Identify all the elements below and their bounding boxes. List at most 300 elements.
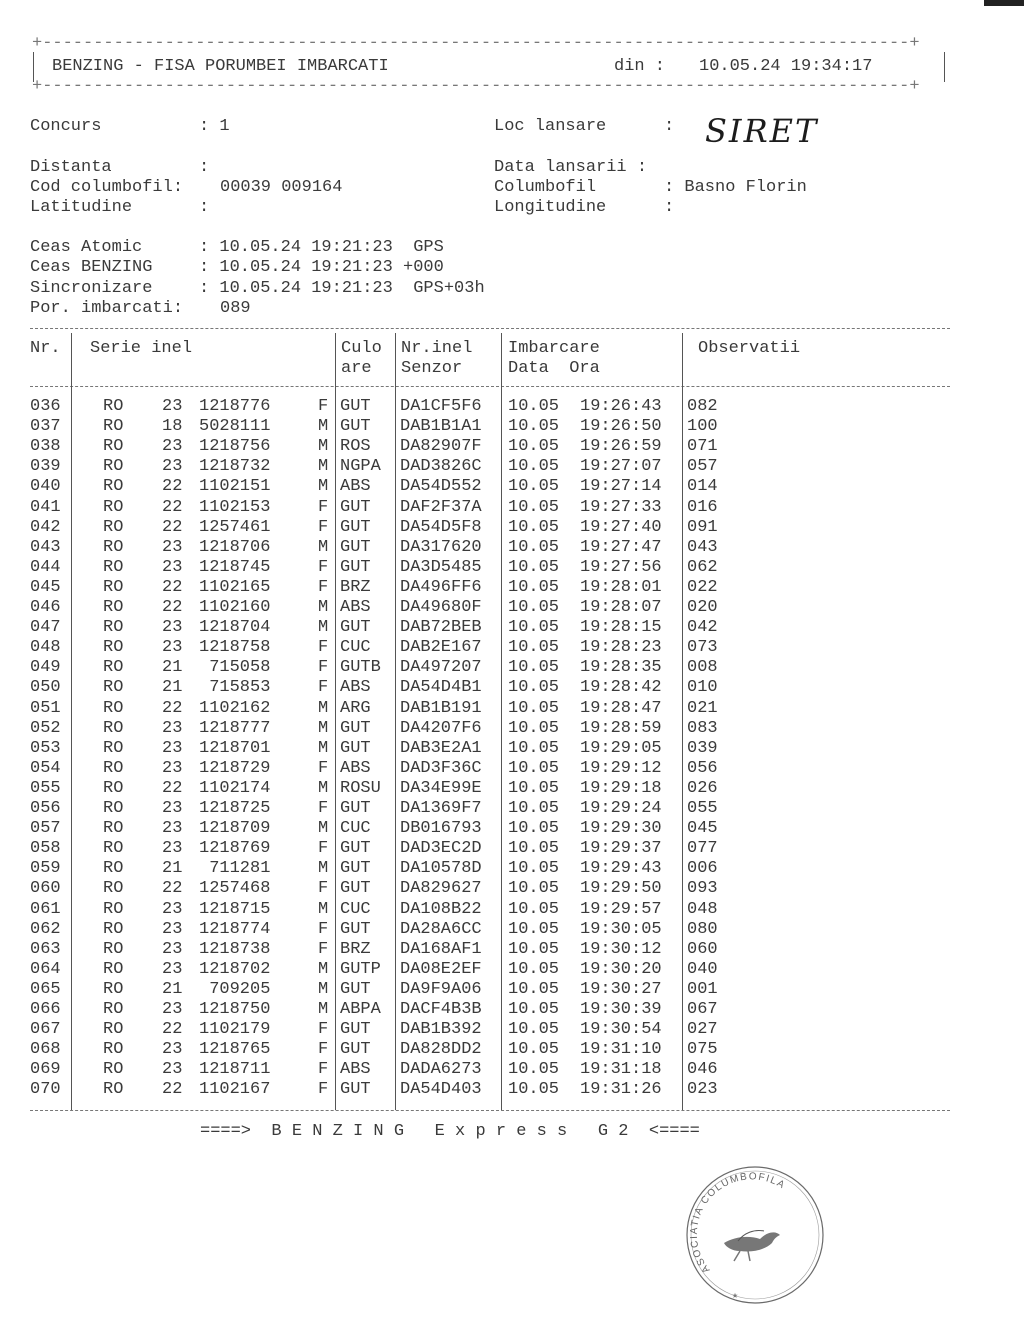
col-rule-4 [501,333,502,1110]
loc-lansare-sep: : [664,117,675,136]
cell-country: RO [103,457,124,476]
cell-country: RO [103,578,124,597]
cell-nr: 059 [30,859,61,878]
por-imbarcati-label: Por. imbarcati: [30,299,184,318]
table-row [0,719,1024,739]
cell-sensor: DA829627 [400,879,482,898]
cell-time: 19:28:59 [580,719,662,738]
cell-date: 10.05 [508,739,560,758]
cell-country: RO [103,417,124,436]
cell-sex: F [318,879,329,898]
cell-sex: F [318,1020,329,1039]
cell-country: RO [103,678,124,697]
cell-country: RO [103,799,124,818]
cell-nr: 060 [30,879,61,898]
cell-date: 10.05 [508,940,560,959]
cell-nr: 069 [30,1060,61,1079]
cell-nr: 041 [30,498,61,517]
cell-nr: 068 [30,1040,61,1059]
cell-nr: 066 [30,1000,61,1019]
cell-ring: 1218756 [199,437,271,456]
cell-sensor: DA54D4B1 [400,678,482,697]
cell-ring: 1218715 [199,900,271,919]
table-row [0,1000,1024,1020]
sincronizare-label: Sincronizare [30,279,153,298]
cell-year: 23 [162,457,183,476]
cell-sensor: DA54D552 [400,477,482,496]
cell-year: 21 [162,678,183,697]
cell-country: RO [103,1000,124,1019]
cell-sensor: DA34E99E [400,779,482,798]
svg-text:ASOCIATIA COLUMBOFILA [689,1171,788,1275]
cell-obs: 039 [687,739,718,758]
table-row [0,1020,1024,1040]
stamp-text: ASOCIATIA COLUMBOFILA [688,1171,788,1275]
por-imbarcati-value: 089 [220,299,251,318]
cell-obs: 093 [687,879,718,898]
cell-obs: 091 [687,518,718,537]
cell-obs: 075 [687,1040,718,1059]
cell-obs: 001 [687,980,718,999]
cell-nr: 067 [30,1020,61,1039]
cell-ring: 1218745 [199,558,271,577]
header-box-right [944,52,945,82]
col-rule-5 [682,333,683,1110]
cell-obs: 040 [687,960,718,979]
cell-country: RO [103,819,124,838]
cell-date: 10.05 [508,920,560,939]
cell-ring: 1218769 [199,839,271,858]
cell-ring: 1218702 [199,960,271,979]
cell-color: GUT [340,558,371,577]
cell-date: 10.05 [508,518,560,537]
cell-sex: M [318,960,329,979]
cell-sex: F [318,799,329,818]
cell-country: RO [103,980,124,999]
cell-sex: M [318,900,329,919]
cell-ring: 1218758 [199,638,271,657]
cell-obs: 014 [687,477,718,496]
cell-nr: 047 [30,618,61,637]
cell-sensor: DA317620 [400,538,482,557]
table-top-rule [30,328,950,329]
cell-date: 10.05 [508,417,560,436]
cell-ring: 1218765 [199,1040,271,1059]
cell-sensor: DAB72BEB [400,618,482,637]
cell-date: 10.05 [508,859,560,878]
table-row [0,900,1024,920]
col-header-nrinel-2: Senzor [401,359,463,378]
cell-color: GUT [340,518,371,537]
cell-ring: 1102151 [199,477,271,496]
footer-benzing-express: ====> B E N Z I N G E x p r e s s G 2 <==== [200,1122,700,1141]
cell-ring: 1102167 [199,1080,271,1099]
cell-time: 19:30:12 [580,940,662,959]
cell-obs: 042 [687,618,718,637]
cell-time: 19:31:18 [580,1060,662,1079]
header-datetime: 10.05.24 19:34:17 [699,57,873,76]
cell-year: 21 [162,980,183,999]
cell-year: 23 [162,739,183,758]
table-row [0,799,1024,819]
cell-sensor: DAD3EC2D [400,839,482,858]
cell-year: 22 [162,1080,183,1099]
cell-nr: 052 [30,719,61,738]
cell-sex: F [318,940,329,959]
cell-nr: 037 [30,417,61,436]
cell-color: NGPA [340,457,381,476]
cell-sex: F [318,498,329,517]
cell-nr: 051 [30,699,61,718]
cell-obs: 060 [687,940,718,959]
cell-nr: 061 [30,900,61,919]
cell-year: 23 [162,920,183,939]
cell-obs: 021 [687,699,718,718]
cell-nr: 048 [30,638,61,657]
cell-sensor: DADA6273 [400,1060,482,1079]
cell-ring: 1218729 [199,759,271,778]
cell-ring: 5028111 [199,417,271,436]
cell-country: RO [103,1020,124,1039]
cell-ring: 1102174 [199,779,271,798]
cell-obs: 010 [687,678,718,697]
longitudine-label: Longitudine [494,198,607,217]
distanta-label: Distanta [30,158,112,177]
cell-color: GUTB [340,658,381,677]
cell-sex: F [318,397,329,416]
table-row [0,437,1024,457]
cell-nr: 063 [30,940,61,959]
cell-sensor: DA1CF5F6 [400,397,482,416]
cell-time: 19:26:59 [580,437,662,456]
cell-country: RO [103,1080,124,1099]
cell-nr: 040 [30,477,61,496]
cell-sensor: DA54D403 [400,1080,482,1099]
cell-time: 19:29:12 [580,759,662,778]
cell-color: GUT [340,739,371,758]
cell-color: GUT [340,618,371,637]
cell-time: 19:26:43 [580,397,662,416]
cell-nr: 044 [30,558,61,577]
cell-obs: 077 [687,839,718,858]
table-bottom-rule [30,1110,950,1111]
cell-country: RO [103,1040,124,1059]
cell-date: 10.05 [508,558,560,577]
table-row [0,397,1024,417]
cell-ring: 1218709 [199,819,271,838]
cell-time: 19:26:50 [580,417,662,436]
cell-color: ABS [340,759,371,778]
cell-ring: 1218750 [199,1000,271,1019]
cell-sensor: DA1369F7 [400,799,482,818]
cell-ring: 1218704 [199,618,271,637]
cell-country: RO [103,940,124,959]
cell-date: 10.05 [508,980,560,999]
cell-time: 19:27:14 [580,477,662,496]
cell-sensor: DAD3F36C [400,759,482,778]
cell-time: 19:29:43 [580,859,662,878]
cell-sex: M [318,699,329,718]
cell-nr: 049 [30,658,61,677]
cell-time: 19:30:39 [580,1000,662,1019]
cell-obs: 048 [687,900,718,919]
cell-year: 23 [162,940,183,959]
col-header-imbarcare-1: Imbarcare [508,339,600,358]
cell-obs: 046 [687,1060,718,1079]
ceas-atomic-label: Ceas Atomic [30,238,143,257]
cell-color: GUT [340,920,371,939]
cell-date: 10.05 [508,457,560,476]
cell-sex: M [318,437,329,456]
table-row [0,699,1024,719]
cell-date: 10.05 [508,658,560,677]
table-row [0,638,1024,658]
table-row [0,859,1024,879]
cell-year: 22 [162,1020,183,1039]
header-box-top: +-------------------------------------------------------------------------------------+ [32,34,920,53]
col-header-culoare-1: Culo [341,339,382,358]
cell-color: BRZ [340,940,371,959]
table-row [0,457,1024,477]
cell-sensor: DACF4B3B [400,1000,482,1019]
cell-date: 10.05 [508,618,560,637]
cell-year: 23 [162,538,183,557]
data-lansarii-label: Data lansarii : [494,158,648,177]
cell-time: 19:28:42 [580,678,662,697]
pigeon-icon [724,1230,780,1261]
cell-nr: 036 [30,397,61,416]
cell-nr: 046 [30,598,61,617]
cell-year: 23 [162,819,183,838]
cell-obs: 023 [687,1080,718,1099]
cell-color: ABS [340,598,371,617]
cell-time: 19:29:50 [580,879,662,898]
cell-sensor: DAF2F37A [400,498,482,517]
cell-year: 23 [162,558,183,577]
cell-year: 23 [162,1060,183,1079]
table-row [0,498,1024,518]
cell-ring: 1218776 [199,397,271,416]
cell-sensor: DA10578D [400,859,482,878]
cell-sex: M [318,477,329,496]
cell-time: 19:31:10 [580,1040,662,1059]
cell-color: BRZ [340,578,371,597]
cell-color: GUT [340,1040,371,1059]
cell-date: 10.05 [508,1020,560,1039]
cell-country: RO [103,879,124,898]
cell-color: ABS [340,477,371,496]
cell-nr: 065 [30,980,61,999]
cell-time: 19:30:54 [580,1020,662,1039]
cell-color: ABS [340,678,371,697]
association-stamp [680,1160,830,1310]
concurs-value: : 1 [199,117,230,136]
cell-obs: 027 [687,1020,718,1039]
cell-sensor: DA108B22 [400,900,482,919]
cell-country: RO [103,759,124,778]
cell-year: 22 [162,779,183,798]
cell-year: 22 [162,477,183,496]
cell-color: GUT [340,980,371,999]
col-rule-1 [71,333,72,1110]
table-row [0,759,1024,779]
cell-time: 19:28:23 [580,638,662,657]
cell-sensor: DAB1B392 [400,1020,482,1039]
cell-year: 23 [162,618,183,637]
sincronizare-value: : 10.05.24 19:21:23 GPS+03h [199,279,485,298]
cell-year: 21 [162,859,183,878]
cell-date: 10.05 [508,1080,560,1099]
cell-ring: 1218777 [199,719,271,738]
col-header-serie: Serie inel [90,339,193,358]
cell-date: 10.05 [508,397,560,416]
cell-time: 19:28:47 [580,699,662,718]
ceas-benzing-label: Ceas BENZING [30,258,153,277]
cell-sex: F [318,920,329,939]
cell-ring: 1102179 [199,1020,271,1039]
table-row [0,538,1024,558]
cell-nr: 056 [30,799,61,818]
cell-obs: 067 [687,1000,718,1019]
cell-date: 10.05 [508,678,560,697]
cell-ring: 1218725 [199,799,271,818]
cell-country: RO [103,558,124,577]
cell-year: 22 [162,699,183,718]
loc-lansare-label: Loc lansare [494,117,607,136]
cell-ring: 1257468 [199,879,271,898]
cell-ring: 1218706 [199,538,271,557]
columbofil-label: Columbofil [494,178,597,197]
cell-color: GUT [340,498,371,517]
cell-sex: M [318,779,329,798]
cell-sensor: DA497207 [400,658,482,677]
cell-ring: 1218701 [199,739,271,758]
cell-country: RO [103,397,124,416]
cell-sensor: DAB3E2A1 [400,739,482,758]
cell-ring: 1102160 [199,598,271,617]
cell-year: 23 [162,960,183,979]
cell-sensor: DA828DD2 [400,1040,482,1059]
cell-color: GUT [340,1020,371,1039]
cell-obs: 008 [687,658,718,677]
cell-nr: 058 [30,839,61,858]
cell-sensor: DA08E2EF [400,960,482,979]
cell-country: RO [103,779,124,798]
cell-nr: 054 [30,759,61,778]
table-row [0,940,1024,960]
loc-lansare-handwritten: SIRET [705,112,819,150]
cell-ring: 1218738 [199,940,271,959]
cell-year: 23 [162,1040,183,1059]
cell-sensor: DA3D5485 [400,558,482,577]
cell-date: 10.05 [508,900,560,919]
cell-sex: M [318,598,329,617]
page-title: BENZING - FISA PORUMBEI IMBARCATI [52,57,389,76]
table-row [0,819,1024,839]
cell-country: RO [103,598,124,617]
cell-obs: 057 [687,457,718,476]
cell-country: RO [103,859,124,878]
cell-ring: 1257461 [199,518,271,537]
cell-time: 19:29:18 [580,779,662,798]
table-row [0,417,1024,437]
cell-year: 22 [162,578,183,597]
cell-time: 19:29:24 [580,799,662,818]
cell-time: 19:29:05 [580,739,662,758]
cell-country: RO [103,839,124,858]
cell-sex: F [318,578,329,597]
cell-time: 19:28:35 [580,658,662,677]
cell-time: 19:31:26 [580,1080,662,1099]
cell-obs: 055 [687,799,718,818]
cell-sensor: DA9F9A06 [400,980,482,999]
cell-sex: F [318,678,329,697]
cell-date: 10.05 [508,437,560,456]
cell-nr: 070 [30,1080,61,1099]
cell-date: 10.05 [508,1040,560,1059]
cell-date: 10.05 [508,779,560,798]
cell-color: CUC [340,819,371,838]
cell-year: 23 [162,638,183,657]
cell-date: 10.05 [508,598,560,617]
cell-sensor: DA28A6CC [400,920,482,939]
cell-time: 19:29:37 [580,839,662,858]
cell-time: 19:29:57 [580,900,662,919]
cell-color: GUT [340,417,371,436]
table-row [0,839,1024,859]
col-header-nrinel-1: Nr.inel [401,339,473,358]
cell-sex: M [318,739,329,758]
cell-date: 10.05 [508,638,560,657]
table-row [0,980,1024,1000]
cell-year: 23 [162,900,183,919]
cell-sensor: DA496FF6 [400,578,482,597]
header-box-bottom: +-------------------------------------------------------------------------------------+ [32,77,920,96]
scan-corner-mark [984,0,1024,6]
cell-color: GUT [340,538,371,557]
cell-country: RO [103,920,124,939]
table-row [0,1040,1024,1060]
cell-ring: 709205 [199,980,271,999]
cell-ring: 715853 [199,678,271,697]
table-row [0,598,1024,618]
cell-color: GUT [340,799,371,818]
col-header-culoare-2: are [341,359,372,378]
cod-columbofil-value: 00039 009164 [220,178,343,197]
cell-sensor: DA82907F [400,437,482,456]
cell-sex: M [318,1000,329,1019]
cell-sex: F [318,658,329,677]
cell-time: 19:27:33 [580,498,662,517]
distanta-value: : [199,158,210,177]
cell-year: 18 [162,417,183,436]
cell-year: 23 [162,839,183,858]
cell-country: RO [103,538,124,557]
cell-color: GUT [340,1080,371,1099]
cell-date: 10.05 [508,699,560,718]
cell-year: 23 [162,437,183,456]
cell-sex: F [318,518,329,537]
cell-color: GUT [340,397,371,416]
cell-date: 10.05 [508,538,560,557]
cell-obs: 016 [687,498,718,517]
cell-sensor: DB016793 [400,819,482,838]
cell-year: 23 [162,799,183,818]
cell-date: 10.05 [508,839,560,858]
cell-color: GUT [340,859,371,878]
cell-date: 10.05 [508,960,560,979]
table-row [0,678,1024,698]
